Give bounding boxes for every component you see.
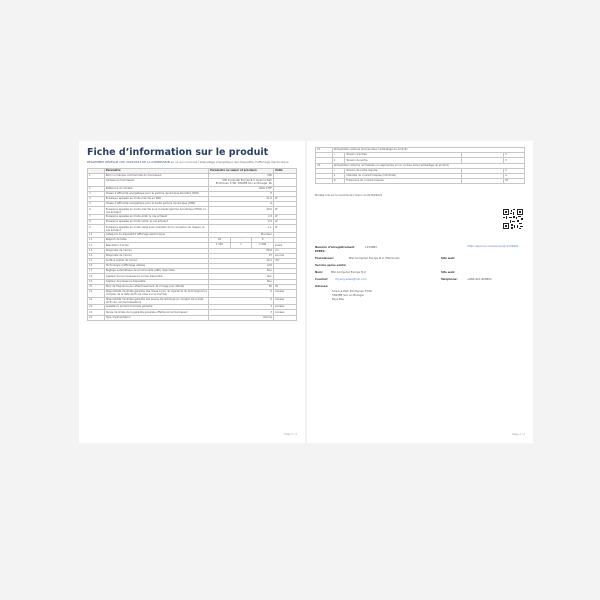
row-parameter: Intensité du courant requise (minimale) xyxy=(345,173,462,178)
row-parameter: Disponibilité minimale garantie des pièces de rechange (à compter de la date de fin de commercialisation) xyxy=(104,297,209,305)
row-value: MSI xyxy=(209,173,274,178)
row-value: Non xyxy=(209,269,274,274)
row-parameter: Classe d’efficacité énergétique pour la haute gamme dynamique (HDR) xyxy=(104,202,209,207)
row-unit: Années xyxy=(274,310,297,315)
address-line: 5692EB Son en Breugel xyxy=(332,293,364,297)
row-value: 0 xyxy=(209,290,274,298)
row-parameter: Diagonale de l’écran xyxy=(104,253,209,258)
power-supply-table xyxy=(315,147,525,184)
table-row xyxy=(88,290,297,298)
row-parameter: Puissance appelée en mode veille avec maintien de la connexion au réseau, le cas échéant xyxy=(104,225,209,233)
row-value-split xyxy=(209,238,274,243)
row-parameter: Tension d’entrée xyxy=(345,153,462,158)
aftersales-website-label: Site web: xyxy=(441,270,456,274)
row-unit: V xyxy=(504,153,525,158)
row-unit: cm xyxy=(274,248,297,253)
row-number: 8. xyxy=(88,220,105,225)
row-parameter: Nom ou marque commerciale du fournisseur xyxy=(104,173,209,178)
eprel-info xyxy=(315,245,525,301)
name-value: MSI Computer Europe B.V. xyxy=(331,270,367,274)
row-unit: Hz xyxy=(274,284,297,289)
row-parameter: Adresse du fournisseur xyxy=(104,179,209,187)
eprel-number: 1134862 xyxy=(365,245,377,249)
row-unit: Années xyxy=(274,305,297,310)
row-number: 9. xyxy=(88,225,105,233)
row-value: 60 xyxy=(209,284,274,289)
row-value: s.o. xyxy=(209,225,274,233)
row-unit: Années xyxy=(274,290,297,298)
table-row xyxy=(88,207,297,215)
row-parameter: Diagonale de l’écran xyxy=(104,248,209,253)
row-unit: V xyxy=(504,168,525,173)
row-subindex: ii xyxy=(332,173,345,178)
eprel-link[interactable]: https://eprel.ec.europa.eu/qr/1134862 xyxy=(467,244,519,248)
row-parameter: Résolution d’écran xyxy=(104,243,209,248)
page-number: Page 2 / 2 xyxy=(512,433,525,436)
row-parameter: Durée minimale de la garantie générale offerte par le fournisseur xyxy=(104,310,209,315)
row-parameter: Technologie d’affichage utilisée xyxy=(104,264,209,269)
row-number: 25. xyxy=(316,148,333,153)
row-parameter: Rapport de taille xyxy=(104,238,209,243)
split-part: 16 xyxy=(209,238,231,242)
row-parameter: Référence du modèle xyxy=(104,186,209,191)
row-unit xyxy=(274,179,297,187)
row-subindex: i xyxy=(332,168,345,173)
row-unit: Années xyxy=(274,297,297,305)
header-value: Paramètre ou valeur et précision xyxy=(209,168,274,173)
row-number: 25. xyxy=(88,315,105,320)
regulation-description: en ce qui concerne l’étiquetage énergétique des dispositifs d’affichage électronique xyxy=(169,160,289,164)
row-value: 20,1 xyxy=(209,258,274,263)
row-parameter: Puissance appelée en mode veille, le cas échéant xyxy=(104,220,209,225)
table-row xyxy=(88,297,297,305)
row-parameter: Tension de sortie requise xyxy=(345,168,462,173)
address-row xyxy=(315,284,525,291)
email-row xyxy=(315,277,525,284)
document-page-2 xyxy=(307,141,533,443)
row-value: MAG 275F xyxy=(209,186,274,191)
phone-label: Téléphone: xyxy=(441,277,458,281)
row-value: Non xyxy=(209,274,274,279)
row-parameter: Capteur de présence disponible xyxy=(104,279,209,284)
row-subindex: i xyxy=(332,153,345,158)
row-number: 10. xyxy=(88,232,105,237)
eprel-label: Numéro d’enregistrement EPREL: xyxy=(315,245,355,253)
row-number: 19. xyxy=(88,279,105,284)
qr-code-icon xyxy=(503,209,523,229)
row-value: 68,6 xyxy=(209,248,274,253)
row-parameter: Type d’alimentation xyxy=(104,315,209,320)
table-row xyxy=(316,179,525,184)
supplier-row xyxy=(315,256,525,263)
aftersales-row xyxy=(315,263,525,270)
supplier-label: Fournisseur: xyxy=(315,256,334,260)
row-number: 5. xyxy=(88,202,105,207)
row-subindex: ii xyxy=(332,158,345,163)
row-number: 14. xyxy=(88,253,105,258)
row-parameter: Alimentation externe normalisée (ou appropriée si non incluse dans l’emballage du produit) xyxy=(332,163,524,168)
table-row xyxy=(88,225,297,233)
row-value: 27 xyxy=(209,253,274,258)
phone-value: +866-921-608652 xyxy=(467,277,492,281)
row-number: 24. xyxy=(88,310,105,315)
regulation-subtitle xyxy=(87,161,297,165)
row-parameter: Taux de fréquence de rafraîchissement de l’image (par défaut) xyxy=(104,284,209,289)
regulation-reference: RÈGLEMENT DÉLÉGUÉ (UE) 2019/2013 DE LA COMMISSION xyxy=(87,160,170,164)
row-parameter: Réglage automatique de la luminosité (ABC) disponible xyxy=(104,269,209,274)
row-value: MSI Computer Europe B.V. Science Park Eindhoven 5706, 5692EB Son en Breugel, NL xyxy=(209,179,274,187)
row-value: 0,5 xyxy=(209,220,274,225)
row-number: 15. xyxy=(88,258,105,263)
row-number: 1. xyxy=(88,173,105,178)
row-number: 4. xyxy=(88,197,105,202)
name-label: Nom: xyxy=(315,270,323,274)
row-unit: pouces xyxy=(274,253,297,258)
row-value: Non xyxy=(209,279,274,284)
row-unit: W xyxy=(274,220,297,225)
row-unit: A xyxy=(504,173,525,178)
row-number: 17. xyxy=(88,269,105,274)
header-parameter: Paramètre xyxy=(104,168,209,173)
row-parameter: Capteur de reconnaissance vocale disponible xyxy=(104,274,209,279)
row-subindex: iii xyxy=(332,179,345,184)
row-number xyxy=(316,179,333,184)
row-number: 3. xyxy=(88,191,105,196)
split-part: : xyxy=(231,238,253,242)
row-unit xyxy=(274,315,297,320)
row-parameter: Puissance appelée en mode marche en SDR xyxy=(104,197,209,202)
row-value: 0 xyxy=(209,297,274,305)
row-number: 2. xyxy=(88,186,105,191)
row-number: 21. xyxy=(88,290,105,298)
product-info-table xyxy=(87,168,297,321)
address-label: Adresse: xyxy=(315,284,329,288)
row-number xyxy=(88,179,105,187)
row-value: 21,0 xyxy=(209,197,274,202)
address-line: Pays Bas xyxy=(332,297,344,301)
split-part: 1 080 xyxy=(259,243,267,247)
address-line: Science Park Eindhoven 5706 xyxy=(332,289,372,293)
aftersales-label: Service après-vente: xyxy=(315,263,347,267)
row-number: 6. xyxy=(88,207,105,215)
row-value xyxy=(462,179,504,184)
row-unit: W xyxy=(274,215,297,220)
row-parameter: Tension de sortie xyxy=(345,158,462,163)
row-value: G xyxy=(209,202,274,207)
row-parameter: Surface visible de l’écran xyxy=(104,258,209,263)
row-number: 18. xyxy=(88,274,105,279)
split-part: 9 xyxy=(261,238,264,242)
row-parameter: Alimentation externe (incluse dans l’emballage du produit) xyxy=(332,148,524,153)
row-unit: W xyxy=(274,207,297,215)
row-unit: Hz xyxy=(504,179,525,184)
split-part: 1 920 xyxy=(209,243,231,247)
row-value: 3 xyxy=(209,310,274,315)
row-unit: pixels xyxy=(274,243,297,248)
row-unit: V xyxy=(504,158,525,163)
eprel-row xyxy=(315,245,525,252)
table-row xyxy=(88,179,297,187)
row-number: 13. xyxy=(88,248,105,253)
email-link[interactable]: rfq-eng-sales@msi.com xyxy=(335,277,367,281)
row-number: 11. xyxy=(88,238,105,243)
row-number: 26. xyxy=(316,163,333,168)
row-value: LCD xyxy=(209,264,274,269)
row-value-split xyxy=(209,243,274,248)
table-row xyxy=(88,315,297,320)
row-value: 40,0 xyxy=(209,207,274,215)
row-value: 0,3 xyxy=(209,215,274,220)
row-number: 16. xyxy=(88,264,105,269)
row-number: 20. xyxy=(88,284,105,289)
row-unit: W xyxy=(274,225,297,233)
email-label: Courriel: xyxy=(315,277,329,281)
row-number: 22. xyxy=(88,297,105,305)
row-parameter: Catégorie de dispositif d’affichage électronique xyxy=(104,232,209,237)
row-unit: dm² xyxy=(274,258,297,263)
row-value: Interne xyxy=(209,315,274,320)
row-parameter: Puissance appelée en mode marche pour la haute gamme dynamique (HDR), le cas échéant xyxy=(104,207,209,215)
row-parameter: Fréquence du courant requise xyxy=(345,179,462,184)
supplier-website-label: Site web: xyxy=(441,256,456,260)
row-parameter: Classe d’efficacité énergétique pour la gamme dynamique standard (SDR) xyxy=(104,191,209,196)
supplier-value: MSI Computer Europe B.V. (Fabricant) xyxy=(349,256,400,260)
document-title: Fiche d’information sur le produit xyxy=(87,147,269,158)
row-parameter: Puissance appelée en mode arrêt, le cas échéant xyxy=(104,215,209,220)
row-number: 23. xyxy=(88,305,105,310)
model-market-note: Modèle mis sur le marché de l’Union du 01/09/2021 xyxy=(315,194,383,198)
row-number: 7. xyxy=(88,215,105,220)
document-page-1 xyxy=(79,141,305,443)
row-parameter: Assistance produit minimale garantie xyxy=(104,305,209,310)
row-value: 3 xyxy=(209,305,274,310)
split-part: x xyxy=(231,243,253,247)
name-row xyxy=(315,270,525,277)
row-value: E xyxy=(209,191,274,196)
row-parameter: Disponibilité minimale garantie des mises à jour du logiciel et du micrologiciel (à compter de la date de fin de mise sur le marché) xyxy=(105,290,207,297)
row-value: Moniteur xyxy=(209,232,274,237)
header-unit: Unité xyxy=(274,168,297,173)
row-number: 12. xyxy=(88,243,105,248)
row-unit: W xyxy=(274,197,297,202)
page-number: Page 1 / 2 xyxy=(284,433,297,436)
